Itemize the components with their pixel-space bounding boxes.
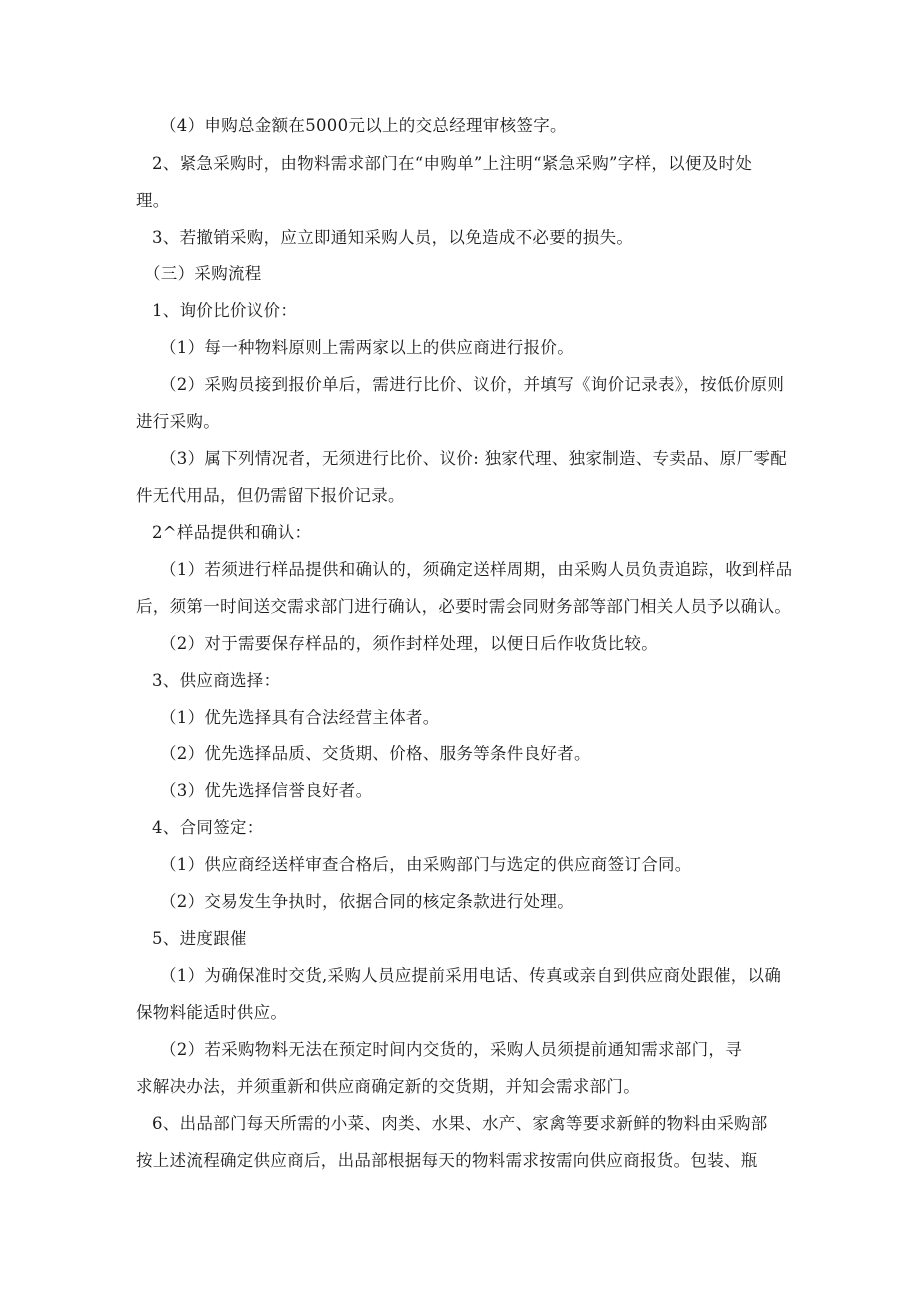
text-line: 保物料能适时供应。: [136, 1003, 288, 1022]
text-line: 1、询价比价议价：: [152, 301, 298, 320]
text-line: （1）供应商经送样审查合格后，由采购部门与选定的供应商签订合同。: [160, 855, 692, 874]
text-line: 3、供应商选择：: [152, 671, 281, 690]
text-line: （2）交易发生争执时，依据合同的核定条款进行处理。: [160, 892, 574, 911]
text-line: 按上述流程确定供应商后，出品部根据每天的物料需求按需向供应商报货。包装、瓶: [136, 1151, 758, 1170]
text-line: （3）属下列情况者，无须进行比价、议价: 独家代理、独家制造、专卖品、原厂零配: [160, 449, 788, 468]
text-line: 4、合同签定：: [152, 818, 264, 837]
text-line: 后，须第一时间送交需求部门进行确认，必要时需会同财务部等部门相关人员予以确认。: [136, 597, 792, 616]
text-line: （2）采购员接到报价单后，需进行比价、议价，并填写《询价记录表》，按低价原则: [160, 375, 785, 394]
text-line: 6、出品部门每天所需的小菜、肉类、水果、水产、家禽等要求新鲜的物料由采购部: [152, 1114, 768, 1133]
text-line: 5、进度跟催: [152, 929, 247, 948]
text-line: （1）优先选择具有合法经营主体者。: [160, 708, 440, 727]
text-line: （2）若采购物料无法在预定时间内交货的，采购人员须提前通知需求部门，寻: [160, 1040, 742, 1059]
text-line: （1）为确保准时交货,采购人员应提前采用电话、传真或亲自到供应商处跟催，以确: [160, 966, 782, 985]
text-line: 求解决办法，并须重新和供应商确定新的交货期，并知会需求部门。: [136, 1077, 640, 1096]
text-line: （4）申购总金额在5000元以上的交总经理审核签字。: [160, 116, 567, 135]
text-line: 2^样品提供和确认：: [152, 523, 312, 542]
text-line: 2、紧急采购时，由物料需求部门在“申购单”上注明“紧急采购”字样，以便及时处: [152, 154, 753, 173]
text-line: （2）对于需要保存样品的，须作封样处理，以便日后作收货比较。: [160, 634, 658, 653]
text-line: 进行采购。: [136, 412, 220, 431]
text-line: （3）优先选择信誉良好者。: [160, 781, 373, 800]
text-line: 3、若撤销采购，应立即通知采购人员，以免造成不必要的损失。: [152, 228, 634, 247]
text-line: （2）优先选择品质、交货期、价格、服务等条件良好者。: [160, 744, 591, 763]
text-line: （1）若须进行样品提供和确认的，须确定送样周期，由采购人员负责追踪，收到样品: [160, 560, 793, 579]
text-line: 理。: [136, 191, 170, 210]
section-heading: （三）采购流程: [144, 264, 262, 283]
text-line: （1）每一种物料原则上需两家以上的供应商进行报价。: [160, 338, 574, 357]
text-line: 件无代用品，但仍需留下报价记录。: [136, 486, 405, 505]
